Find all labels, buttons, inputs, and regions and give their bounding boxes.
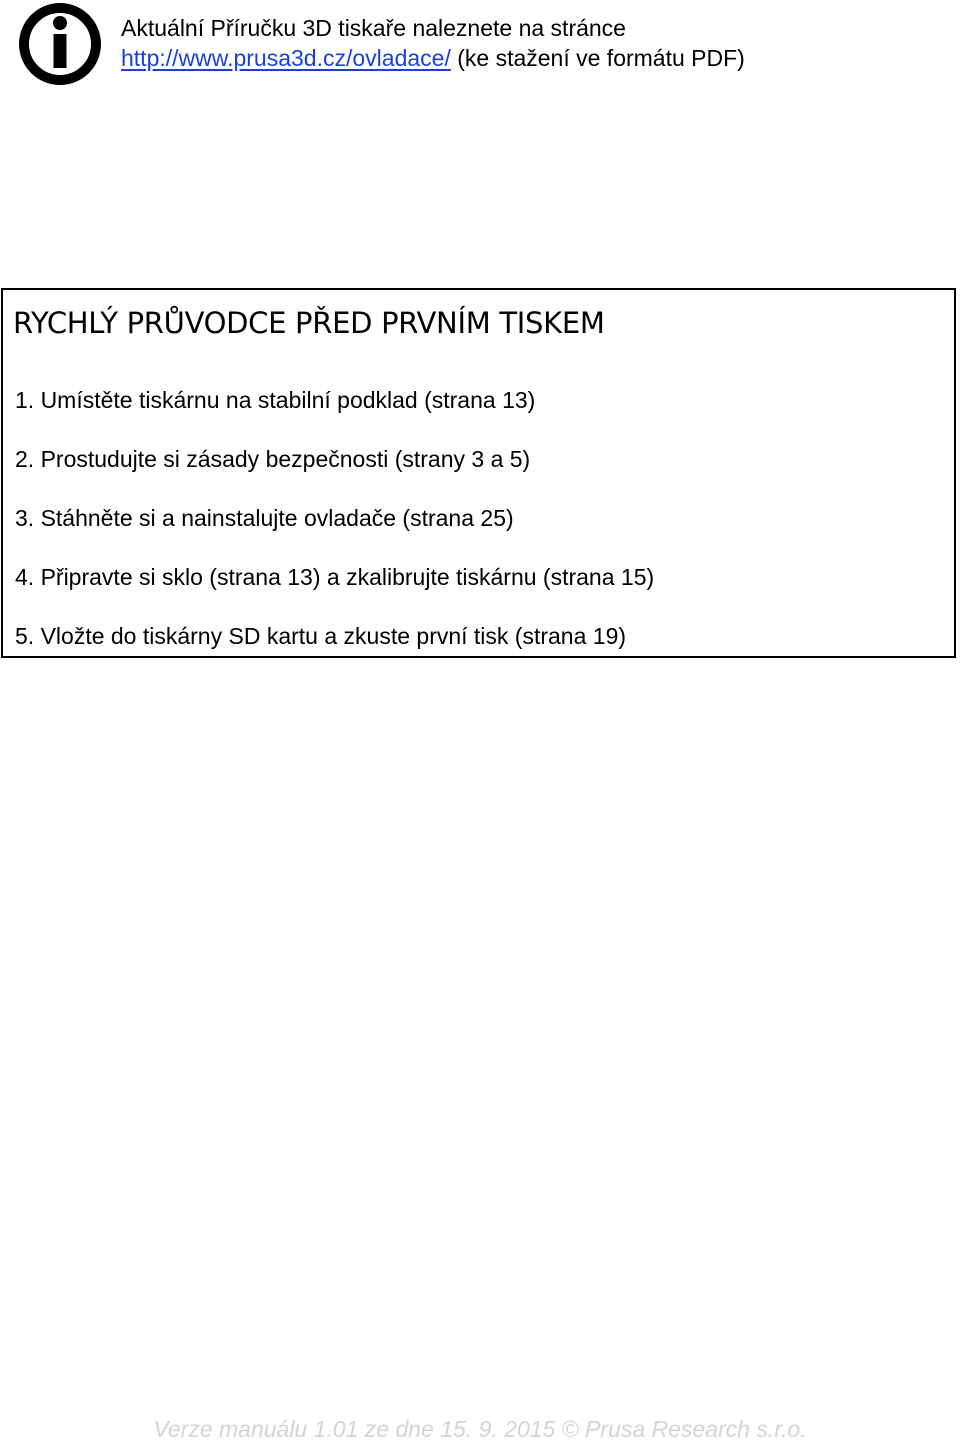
quick-guide-step: 2. Prostudujte si zásady bezpečnosti (strany 3 a 5) [15, 446, 531, 472]
quick-guide-title: RYCHLÝ PRŮVODCE PŘED PRVNÍM TISKEM [13, 306, 605, 340]
manual-info-line2 [121, 43, 745, 73]
manual-info-line1: Aktuální Příručku 3D tiskaře naleznete na stránce [121, 15, 626, 41]
manual-info-line2-rest: (ke stažení ve formátu PDF) [457, 45, 745, 71]
quick-guide-box [1, 288, 956, 658]
info-icon [16, 0, 104, 88]
quick-guide-step: 5. Vložte do tiskárny SD kartu a zkuste první tisk (strana 19) [15, 623, 627, 649]
quick-guide-step: 4. Připravte si sklo (strana 13) a zkalibrujte tiskárnu (strana 15) [15, 564, 655, 590]
manual-version-footer: Verze manuálu 1.01 ze dne 15. 9. 2015 © Prusa Research s.r.o. [153, 1416, 807, 1442]
quick-guide-step: 1. Umístěte tiskárnu na stabilní podklad (strana 13) [15, 387, 536, 413]
manual-download-link[interactable]: http://www.prusa3d.cz/ovladace/ [121, 45, 451, 71]
manual-info-text [121, 13, 745, 73]
quick-guide-step: 3. Stáhněte si a nainstalujte ovladače (strana 25) [15, 505, 514, 531]
